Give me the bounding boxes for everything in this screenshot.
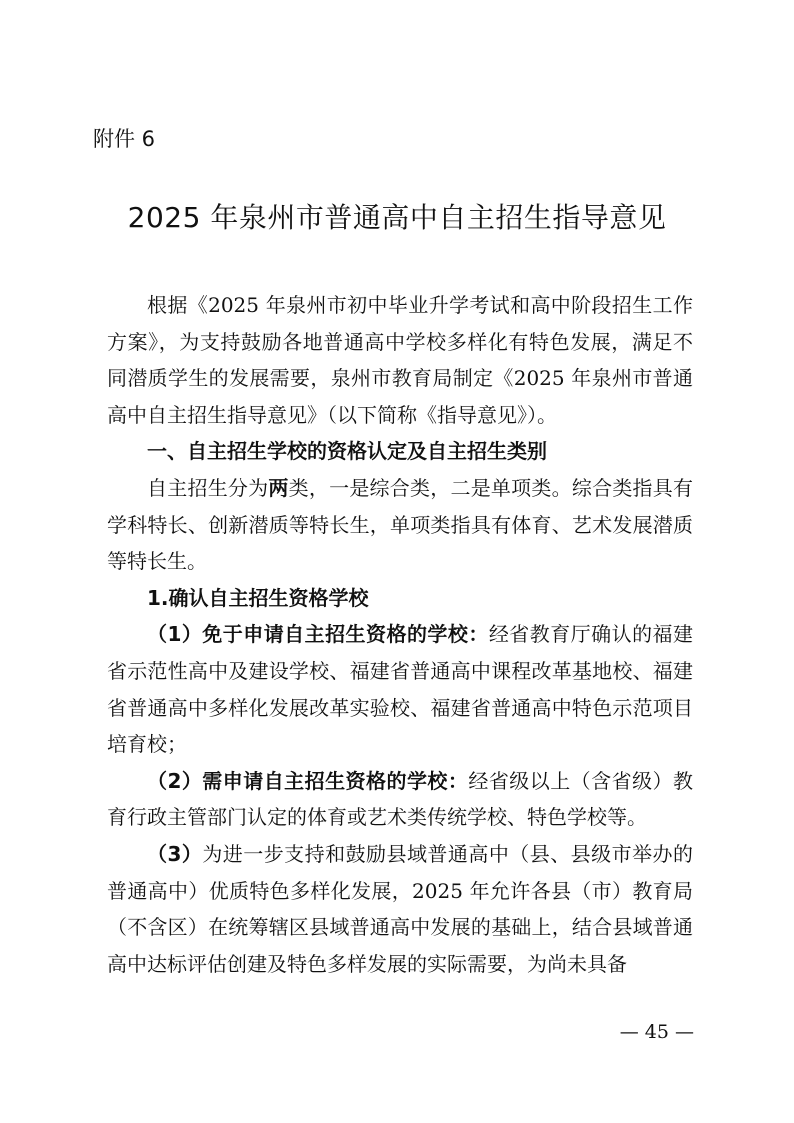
item-1-text: 经省教育厅确认的福建省示范性高中及建设学校、福建省普通高中课程改革基地校、福建省普通高中多样化发展改革实验校、福建省普通高中特色示范项目培育校； (107, 622, 694, 757)
item-2-text: 经省级以上（含省级）教育行政主管部门认定的体育或艺术类传统学校、特色学校等。 (107, 768, 694, 830)
page-number: — 45 — (619, 1021, 694, 1043)
document-title: 2025 年泉州市普通高中自主招生指导意见 (127, 201, 667, 234)
document-body (107, 287, 693, 982)
section-1-text-suffix: 类，一是综合类，二是单项类。综合类指具有学科特长、创新潜质等特长生，单项类指具有体育、艺术发展潜质等特长生。 (107, 475, 694, 574)
item-2-paragraph (107, 763, 693, 836)
item-3-text: 为进一步支持和鼓励县域普通高中（县、县级市举办的普通高中）优质特色多样化发展，2025 年允许各县（市）教育局（不含区）在统筹辖区县域普通高中发展的基础上，结合县域普通高中达标评估创建及特色多样发展的实际需要，为尚未具备 (107, 841, 693, 976)
item-2-label: （2）需申请自主招生资格的学校： (147, 768, 469, 793)
item-1-label: （1）免于申请自主招生资格的学校： (147, 622, 489, 647)
item-3-paragraph (107, 836, 693, 982)
section-1-paragraph (107, 470, 693, 580)
subsection-1-heading: 1.确认自主招生资格学校 (147, 585, 369, 610)
attachment-label: 附件 6 (93, 127, 156, 151)
section-1-text-prefix: 自主招生分为 (147, 475, 269, 500)
intro-paragraph: 根据《2025 年泉州市初中毕业升学考试和高中阶段招生工作方案》，为支持鼓励各地普通高中学校多样化有特色发展，满足不同潜质学生的发展需要，泉州市教育局制定《2025 年泉州市普通高中自主招生指导意见》（以下简称《指导意见》）。 (107, 293, 693, 427)
section-1-heading: 一、自主招生学校的资格认定及自主招生类别 (147, 439, 547, 464)
item-1-paragraph (107, 616, 693, 762)
section-1-text-bold: 两 (268, 475, 289, 500)
item-3-label: （3） (147, 841, 203, 866)
